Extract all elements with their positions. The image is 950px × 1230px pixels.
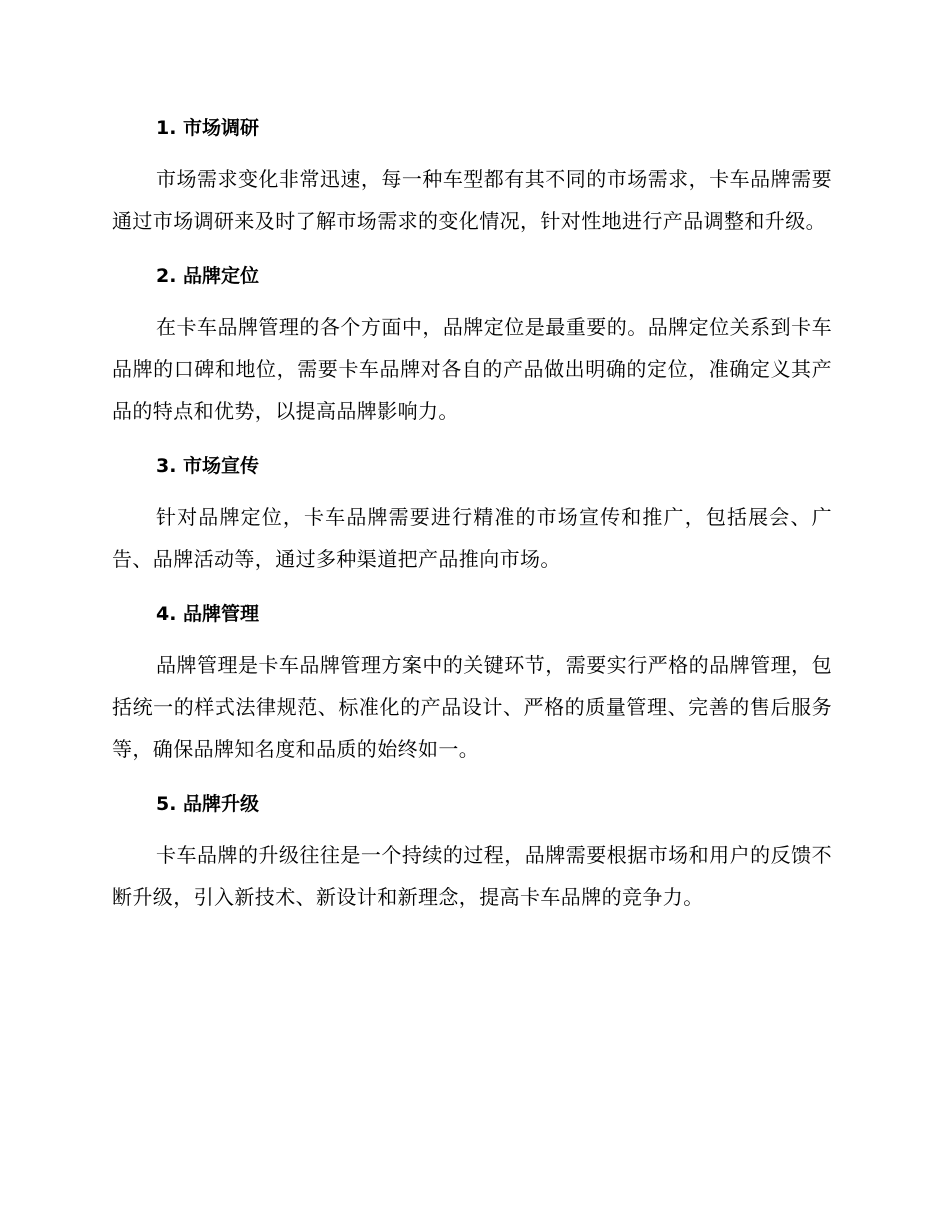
document-content bbox=[112, 108, 832, 932]
section-paragraph: 卡车品牌的升级往往是一个持续的过程，品牌需要根据市场和用户的反馈不断升级，引入新技术、新设计和新理念，提高卡车品牌的竞争力。 bbox=[112, 843, 832, 909]
section-market-promotion bbox=[112, 446, 832, 580]
section-brand-positioning bbox=[112, 256, 832, 432]
section-paragraph: 针对品牌定位，卡车品牌需要进行精准的市场宣传和推广，包括展会、广告、品牌活动等，通过多种渠道把产品推向市场。 bbox=[112, 505, 832, 571]
section-brand-upgrade bbox=[112, 784, 832, 918]
section-paragraph: 市场需求变化非常迅速，每一种车型都有其不同的市场需求，卡车品牌需要通过市场调研来及时了解市场需求的变化情况，针对性地进行产品调整和升级。 bbox=[112, 167, 832, 233]
section-heading: 5. 品牌升级 bbox=[156, 793, 260, 815]
section-paragraph: 在卡车品牌管理的各个方面中，品牌定位是最重要的。品牌定位关系到卡车品牌的口碑和地位，需要卡车品牌对各自的产品做出明确的定位，准确定义其产品的特点和优势，以提高品牌影响力。 bbox=[112, 315, 832, 423]
section-heading: 4. 品牌管理 bbox=[156, 603, 260, 625]
section-market-research bbox=[112, 108, 832, 242]
section-heading: 2. 品牌定位 bbox=[156, 265, 260, 287]
section-heading: 3. 市场宣传 bbox=[156, 455, 260, 477]
section-paragraph: 品牌管理是卡车品牌管理方案中的关键环节，需要实行严格的品牌管理，包括统一的样式法律规范、标准化的产品设计、严格的质量管理、完善的售后服务等，确保品牌知名度和品质的始终如一。 bbox=[112, 653, 832, 761]
section-brand-management bbox=[112, 594, 832, 770]
section-heading: 1. 市场调研 bbox=[156, 117, 260, 139]
